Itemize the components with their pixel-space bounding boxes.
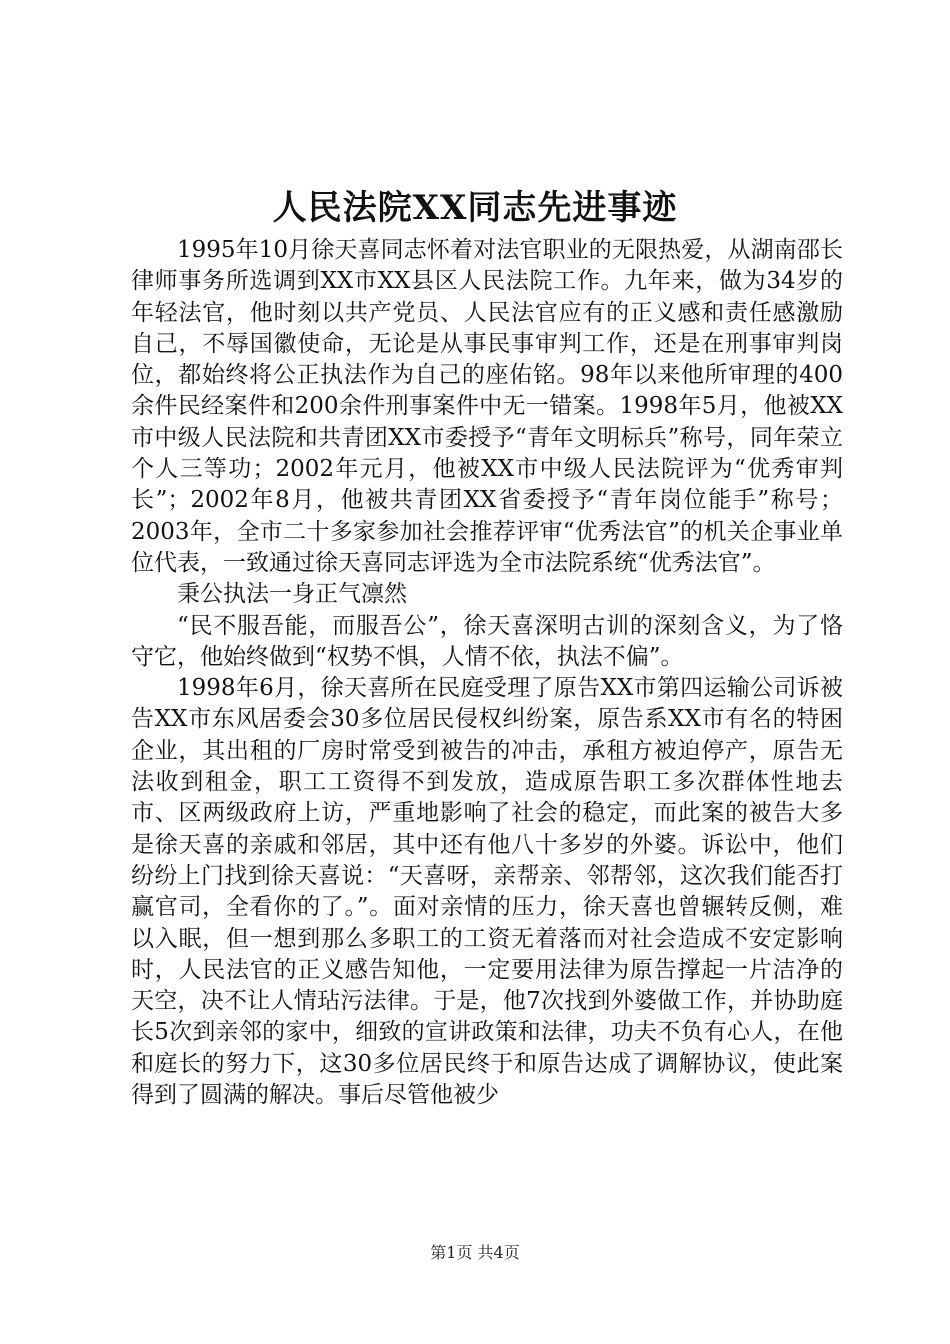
page-footer: 第1页 共4页 xyxy=(430,1243,520,1262)
document-title: 人民法院XX同志先进事迹 xyxy=(272,188,678,228)
paragraph-motto: “民不服吾能，而服吾公”，徐天喜深明古训的深刻含义，为了恪守它，他始终做到“权势不惧，人情不依，执法不偏”。 xyxy=(131,612,843,670)
section-heading: 秉公执法一身正气凛然 xyxy=(177,581,407,608)
paragraph-case-1998: 1998年6月，徐天喜所在民庭受理了原告XX市第四运输公司诉被告XX市东风居委会30多位居民侵权纠纷案，原告系XX市有名的特困企业，其出租的厂房时常受到被告的冲击，承租方被迫停产，原告无法收到租金，职工工资得不到发放，造成原告职工多次群体性地去市、区两级政府上访，严重地影响了社会的稳定，而此案的被告大多是徐天喜的亲戚和邻居，其中还有他八十多岁的外婆。诉讼中，他们纷纷上门找到徐天喜说：“天喜呀，亲帮亲、邻帮邻，这次我们能否打赢官司，全看你的了。”。面对亲情的压力，徐天喜也曾辗转反侧，难以入眠，但一想到那么多职工的工资无着落而对社会造成不安定影响时，人民法官的正义感告知他，一定要用法律为原告撑起一片洁净的天空，决不让人情玷污法律。于是，他7次找到外婆做工作，并协助庭长5次到亲邻的家中，细致的宣讲政策和法律，功夫不负有心人，在他和庭长的努力下，这30多位居民终于和原告达成了调解协议，使此案得到了圆满的解决。事后尽管他被少 xyxy=(131,675,843,1109)
document-body xyxy=(131,235,843,1111)
paragraph-intro: 1995年10月徐天喜同志怀着对法官职业的无限热爱，从湖南邵长律师事务所选调到XX市XX县区人民法院工作。九年来，做为34岁的年轻法官，他时刻以共产党员、人民法官应有的正义感和责任感激励自己，不辱国徽使命，无论是从事民事审判工作，还是在刑事审判岗位，都始终将公正执法作为自己的座佑铭。98年以来他所审理的400余件民经案件和200余件刑事案件中无一错案。1998年5月，他被XX市中级人民法院和共青团XX市委授予“青年文明标兵”称号，同年荣立个人三等功；2002年元月，他被XX市中级人民法院评为“优秀审判长”；2002年8月，他被共青团XX省委授予“青年岗位能手”称号；2003年，全市二十多家参加社会推荐评审“优秀法官”的机关企事业单位代表，一致通过徐天喜同志评选为全市法院系统“优秀法官”。 xyxy=(131,237,843,576)
